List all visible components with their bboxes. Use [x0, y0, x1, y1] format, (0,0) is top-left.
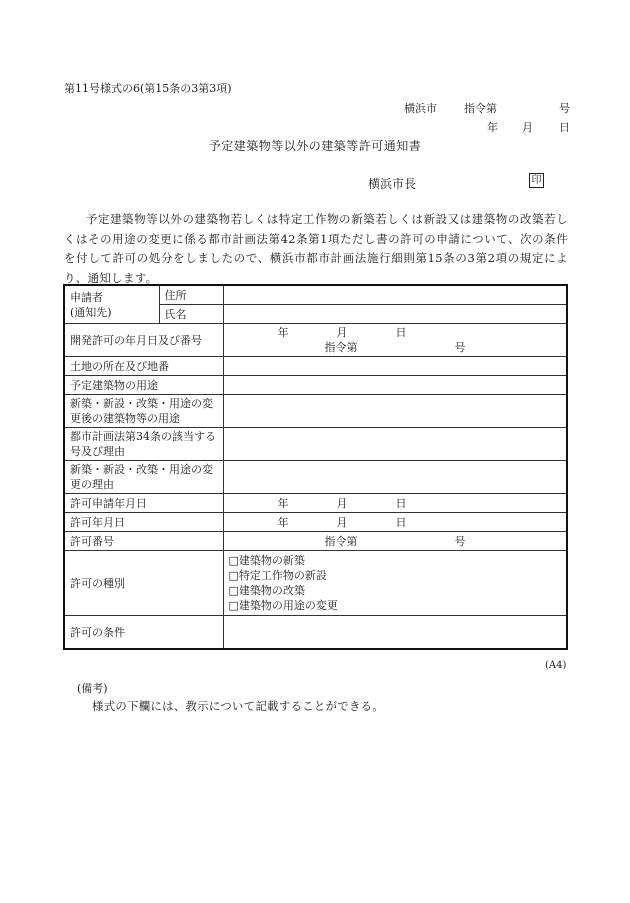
address-label: 住所 [159, 285, 223, 305]
dev-permit-label: 開発許可の年月日及び番号 [64, 324, 223, 357]
planned-use-value[interactable] [223, 376, 567, 395]
permit-date-label: 許可年月日 [64, 513, 223, 532]
planned-use-label: 予定建築物の用途 [64, 376, 223, 395]
table-row [64, 551, 567, 616]
reason-label: 新築・新設・改築・用途の変更の理由 [64, 461, 223, 494]
name-value[interactable] [223, 305, 567, 324]
art34-value[interactable] [223, 428, 567, 461]
issue-day: 日 [559, 121, 570, 134]
table-row [64, 324, 567, 357]
form-number: 第11号様式の6(第15条の3第3項) [64, 82, 232, 95]
table-row [64, 395, 567, 428]
dev-directive: 指令第 [324, 341, 358, 354]
reason-value[interactable] [223, 461, 567, 494]
art34-label: 都市計画法第34条の該当する号及び理由 [64, 428, 223, 461]
new-use-label: 新築・新設・改築・用途の変更後の建築物等の用途 [64, 395, 223, 428]
permit-type-use-change[interactable]: □建築物の用途の変更 [228, 599, 338, 612]
remarks-text: 様式の下欄には、教示について記載することができる。 [92, 699, 385, 713]
table-row [64, 513, 567, 532]
table-row [64, 616, 567, 650]
new-use-value[interactable] [223, 395, 567, 428]
table-row [64, 376, 567, 395]
issuer-city: 横浜市 [404, 102, 437, 115]
mayor-name: 横浜市長 [368, 177, 417, 191]
conditions-label: 許可の条件 [64, 616, 223, 650]
dev-month: 月 [336, 326, 348, 339]
directive-prefix: 指令第 [464, 102, 497, 115]
issue-month: 月 [522, 121, 533, 134]
applicant-label: 申請者 (通知先) [64, 285, 159, 324]
land-label: 土地の所在及び地番 [64, 357, 223, 376]
permit-directive: 指令第 [324, 534, 358, 548]
table-row [64, 532, 567, 551]
permit-type-new-building[interactable]: □建築物の新築 [228, 554, 305, 567]
table-row [64, 461, 567, 494]
permit-month: 月 [336, 515, 348, 529]
table-row [64, 494, 567, 513]
permit-type-new-structure[interactable]: □特定工作物の新設 [228, 569, 327, 582]
permit-type-label: 許可の種別 [64, 551, 223, 616]
permit-no-suffix: 号 [454, 534, 466, 548]
table-row [64, 428, 567, 461]
permit-year: 年 [277, 515, 289, 529]
app-year: 年 [277, 496, 289, 510]
permit-date-value[interactable] [223, 513, 567, 532]
issue-year: 年 [487, 121, 498, 134]
name-label: 氏名 [159, 305, 223, 324]
permit-day: 日 [395, 515, 407, 529]
app-month: 月 [336, 496, 348, 510]
conditions-value[interactable] [223, 616, 567, 650]
permit-no-label: 許可番号 [64, 532, 223, 551]
directive-suffix: 号 [559, 102, 570, 115]
dev-permit-value[interactable] [223, 324, 567, 357]
paper-size: (A4) [545, 660, 567, 671]
document-title: 予定建築物等以外の建築等許可通知書 [208, 139, 422, 153]
land-value[interactable] [223, 357, 567, 376]
permit-no-value[interactable] [223, 532, 567, 551]
dev-number-suffix: 号 [454, 341, 466, 354]
table-row [64, 357, 567, 376]
seal-box: 印 [529, 173, 544, 188]
address-value[interactable] [223, 285, 567, 305]
dev-year: 年 [277, 326, 289, 339]
app-date-label: 許可申請年月日 [64, 494, 223, 513]
dev-day: 日 [395, 326, 407, 339]
permit-type-options [223, 551, 567, 616]
permit-type-rebuild[interactable]: □建築物の改築 [228, 584, 305, 597]
app-day: 日 [395, 496, 407, 510]
body-paragraph: 予定建築物等以外の建築物若しくは特定工作物の新築若しくは新設又は建築物の改築若しくはその用途の変更に係る都市計画法第42条第1項ただし書の許可の申請について、次の条件を付して許可の処分をしましたので、横浜市都市計画法施行細則第15条の3第2項の規定により、通知します。 [64, 212, 568, 285]
permit-table [63, 284, 568, 650]
app-date-value[interactable] [223, 494, 567, 513]
remarks-heading: (備考) [77, 682, 108, 695]
table-row [64, 285, 567, 305]
